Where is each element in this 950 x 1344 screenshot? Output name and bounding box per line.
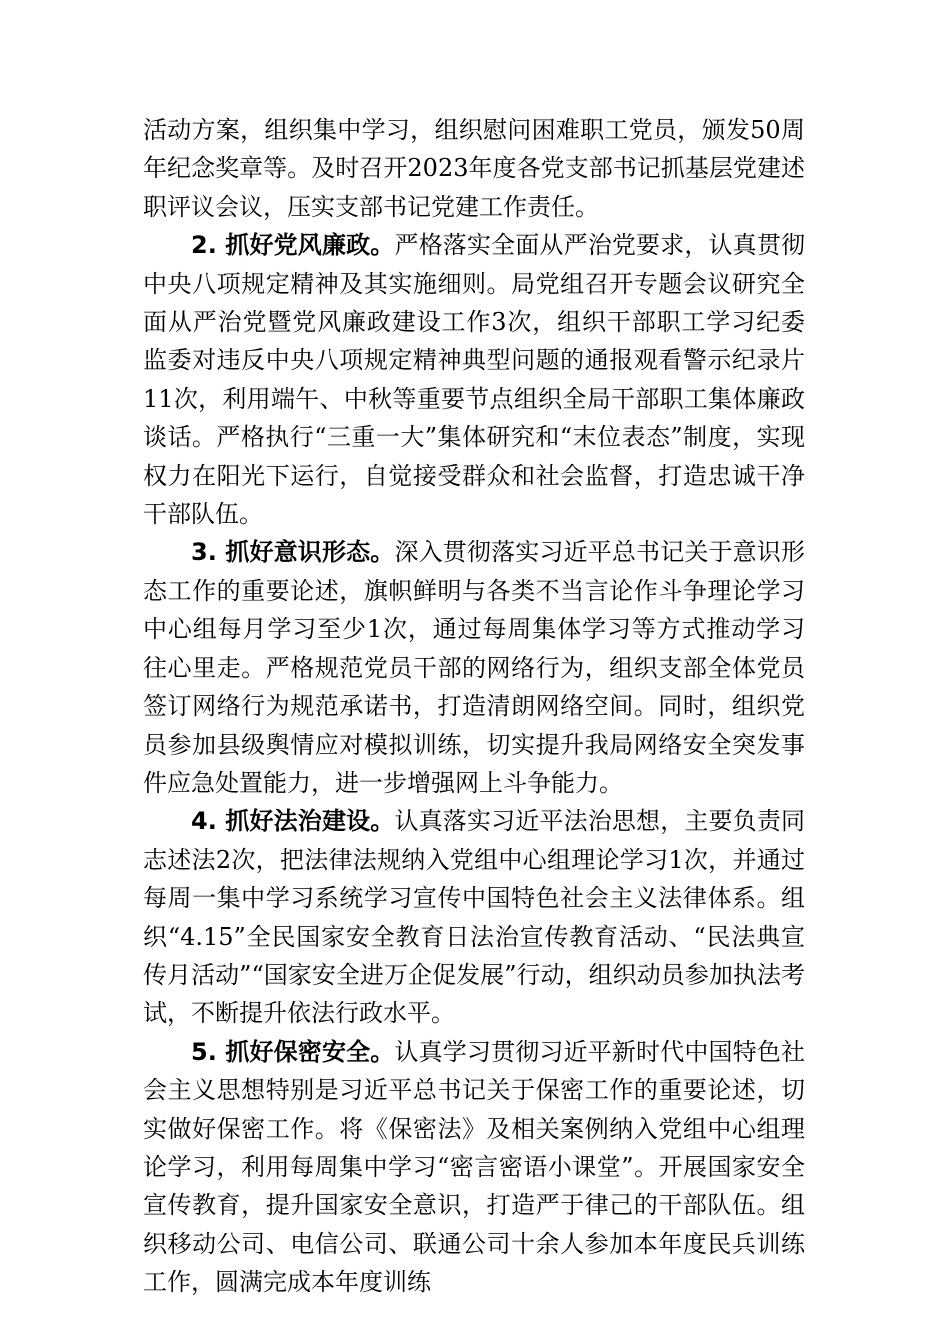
- paragraph-confidentiality: [143, 1033, 805, 1302]
- section-heading-rule-of-law: 4. 抓好法治建设。: [191, 807, 395, 836]
- paragraph-rule-of-law: [143, 802, 805, 1032]
- section-heading-confidentiality: 5. 抓好保密安全。: [191, 1037, 395, 1066]
- paragraph-ideology: [143, 533, 805, 802]
- section-heading-ideology: 3. 抓好意识形态。: [191, 538, 395, 567]
- document-page: [143, 111, 805, 1302]
- paragraph-text: 活动方案，组织集中学习，组织慰问困难职工党员，颁发50周年纪念奖章等。及时召开2023年度各党支部书记抓基层党建述职评议会议，压实支部书记党建工作责任。: [143, 116, 805, 221]
- paragraph-continued: [143, 111, 805, 226]
- paragraph-party-integrity: [143, 226, 805, 533]
- paragraph-text: 认真落实习近平法治思想，主要负责同志述法2次，把法律法规纳入党组中心组理论学习1次，并通过每周一集中学习系统学习宣传中国特色社会主义法律体系。组织“4.15”全民国家安全教育日法治宣传教育活动、“民法典宣传月活动”“国家安全进万企促发展”行动，组织动员参加执法考试，不断提升依法行政水平。: [143, 807, 806, 1028]
- section-heading-party-integrity: 2. 抓好党风廉政。: [191, 231, 395, 260]
- paragraph-text: 严格落实全面从严治党要求，认真贯彻中央八项规定精神及其实施细则。局党组召开专题会议研究全面从严治党暨党风廉政建设工作3次，组织干部职工学习纪委监委对违反中央八项规定精神典型问题的通报观看警示纪录片11次，利用端午、中秋等重要节点组织全局干部职工集体廉政谈话。严格执行“三重一大”集体研究和“末位表态”制度，实现权力在阳光下运行，自觉接受群众和社会监督，打造忠诚干净干部队伍。: [143, 231, 806, 529]
- paragraph-text: 认真学习贯彻习近平新时代中国特色社会主义思想特别是习近平总书记关于保密工作的重要论述，切实做好保密工作。将《保密法》及相关案例纳入党组中心组理论学习，利用每周集中学习“密言密语小课堂”。开展国家安全宣传教育，提升国家安全意识，打造严于律己的干部队伍。组织移动公司、电信公司、联通公司十余人参加本年度民兵训练工作，圆满完成本年度训练: [143, 1037, 806, 1297]
- paragraph-text: 深入贯彻落实习近平总书记关于意识形态工作的重要论述，旗帜鲜明与各类不当言论作斗争理论学习中心组每月学习至少1次，通过每周集体学习等方式推动学习往心里走。严格规范党员干部的网络行为，组织支部全体党员签订网络行为规范承诺书，打造清朗网络空间。同时，组织党员参加县级舆情应对模拟训练，切实提升我局网络安全突发事件应急处置能力，进一步增强网上斗争能力。: [143, 538, 806, 797]
